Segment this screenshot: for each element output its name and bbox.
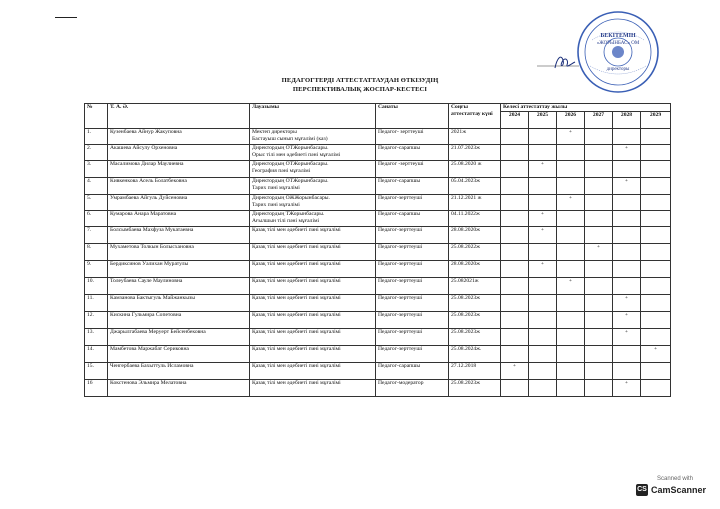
header-next-attestation: Келесі аттестаттау жылы	[501, 104, 671, 112]
cell-num: 5.	[85, 195, 108, 211]
cell-name: Мамбетова Маржабат Сериковна	[108, 346, 250, 363]
cell-last-date: 28.08.2020ж	[449, 227, 501, 244]
cell-year-mark	[641, 244, 671, 261]
cell-year-mark	[585, 346, 613, 363]
cell-year-mark	[529, 346, 557, 363]
cell-year-mark	[501, 161, 529, 178]
page-title-line1: ПЕДАГОГТЕРДІ АТТЕСТАТТАУДАН ӨТКІЗУДІҢ	[281, 77, 439, 84]
cell-num: 8.	[85, 244, 108, 261]
cell-num: 16	[85, 380, 108, 397]
director-signature	[535, 50, 595, 72]
cell-year-mark	[557, 178, 585, 195]
cell-name: Кивкенкова Асель Болатбековна	[108, 178, 250, 195]
cell-name: Кумарова Анара Маратовна	[108, 211, 250, 227]
cell-last-date: 25.082021ж	[449, 278, 501, 295]
cell-position: Директордың ОТЖорынбасары. География пәні мұғалімі	[250, 161, 376, 178]
cell-year-mark	[557, 329, 585, 346]
cell-year-mark: +	[613, 178, 641, 195]
cell-last-date: 04.11.2022ж	[449, 211, 501, 227]
cell-year-mark	[529, 178, 557, 195]
cell-year-mark: +	[557, 195, 585, 211]
cell-name: Камзанова Бактыгуль Майжанкызы	[108, 295, 250, 312]
cell-category: Педагог-сарапшы	[376, 145, 449, 161]
cell-year-mark: +	[557, 129, 585, 145]
page-title-line2: ПЕРСПЕКТИВАЛЫҚ ЖОСПАР-КЕСТЕСІ	[292, 86, 428, 93]
cell-year-mark	[557, 211, 585, 227]
cell-year-mark	[501, 145, 529, 161]
cell-year-mark	[641, 312, 671, 329]
cell-year-mark	[585, 129, 613, 145]
cell-year-mark: +	[613, 295, 641, 312]
cell-year-mark	[585, 278, 613, 295]
cell-position: Мектеп директоры Бастауыш сынып мұғалімі (каз)	[250, 129, 376, 145]
cell-year-mark	[529, 295, 557, 312]
table-row	[85, 363, 671, 380]
table-row	[85, 129, 671, 145]
cell-category: Педагог-сарапшы	[376, 211, 449, 227]
cell-name: Бердиксинов Уалихан Муратулы	[108, 261, 250, 278]
cell-year-mark	[501, 380, 529, 397]
top-dash-mark	[55, 17, 77, 18]
camscanner-logo-icon: CS	[636, 484, 648, 496]
cell-last-date: 05.04.2023ж	[449, 178, 501, 195]
cell-category: Педагог-зерттеуші	[376, 312, 449, 329]
table-row	[85, 380, 671, 397]
cell-position: Директордың ОТЖорынбасары. Орыс тілі мен әдебиеті пәні мұғалімі	[250, 145, 376, 161]
cell-year-mark	[613, 346, 641, 363]
cell-year-mark: +	[641, 346, 671, 363]
table-row	[85, 178, 671, 195]
year-header: 2029	[641, 112, 671, 129]
cell-year-mark	[641, 161, 671, 178]
cell-num: 1.	[85, 129, 108, 145]
cell-position: Қазақ тілі мен әдебиеті пәні мұғалімі	[250, 312, 376, 329]
cell-name: Джарылгабаева Меруерт Бейсенбековна	[108, 329, 250, 346]
cell-year-mark	[585, 295, 613, 312]
cell-last-date: 28.08.2020ж	[449, 261, 501, 278]
cell-year-mark	[529, 329, 557, 346]
cell-year-mark	[501, 244, 529, 261]
cell-last-date: 21.12.2021 ж	[449, 195, 501, 211]
cell-year-mark	[613, 195, 641, 211]
cell-year-mark: +	[529, 227, 557, 244]
cell-position: Қазақ тілі мен әдебиеті пәні мұғалімі	[250, 227, 376, 244]
cell-last-date: 25.08.2023ж	[449, 380, 501, 397]
cell-year-mark	[501, 278, 529, 295]
cell-year-mark	[613, 129, 641, 145]
cell-year-mark	[641, 261, 671, 278]
cell-year-mark	[529, 312, 557, 329]
cell-year-mark	[613, 278, 641, 295]
cell-name: Мухаметова Толкын Болысхановна	[108, 244, 250, 261]
table-row	[85, 227, 671, 244]
year-header: 2024	[501, 112, 529, 129]
cell-num: 11.	[85, 295, 108, 312]
cell-year-mark	[585, 380, 613, 397]
cell-num: 2.	[85, 145, 108, 161]
cell-last-date: 25.08.2023ж	[449, 312, 501, 329]
cell-year-mark	[641, 295, 671, 312]
year-header: 2027	[585, 112, 613, 129]
cell-position: Қазақ тілі мен әдебиеті пәні мұғалімі	[250, 329, 376, 346]
cell-last-date: 27.12.2018	[449, 363, 501, 380]
cell-category: Педагог-зерттеуші	[376, 295, 449, 312]
cell-year-mark	[585, 227, 613, 244]
cell-year-mark	[557, 380, 585, 397]
cell-position: Директордың ОЖЖорынбасары. Тарих пәні мұғалімі	[250, 195, 376, 211]
cell-position: Қазақ тілі мен әдебиеті пәні мұғалімі	[250, 346, 376, 363]
cell-year-mark	[557, 363, 585, 380]
year-header: 2028	[613, 112, 641, 129]
cell-name: Болсымбаева Махфуза Мукатаевна	[108, 227, 250, 244]
table-row	[85, 295, 671, 312]
cell-year-mark	[641, 129, 671, 145]
cell-name: Ченгербаева Бахыттуль Исламовна	[108, 363, 250, 380]
cell-position: Директордың ТЖорынбасары. Ағылшын тілі пәні мұғалімі	[250, 211, 376, 227]
cell-year-mark: +	[557, 278, 585, 295]
cell-year-mark	[557, 346, 585, 363]
cell-year-mark	[557, 161, 585, 178]
table-row	[85, 161, 671, 178]
cell-year-mark	[641, 211, 671, 227]
cell-year-mark: +	[529, 261, 557, 278]
cell-category: Педагог-зерттеуші	[376, 278, 449, 295]
cell-year-mark	[501, 329, 529, 346]
table-row	[85, 261, 671, 278]
cell-year-mark	[529, 380, 557, 397]
cell-year-mark: +	[529, 211, 557, 227]
cell-num: 9.	[85, 261, 108, 278]
cell-year-mark	[613, 211, 641, 227]
stamp-text-school: «ЖОРЫНБАС» ОМ	[596, 41, 640, 46]
cell-position: Қазақ тілі мен әдебиеті пәні мұғалімі	[250, 363, 376, 380]
cell-year-mark	[501, 178, 529, 195]
cell-year-mark	[641, 195, 671, 211]
cell-name: Акашева Айсулу Орхеновна	[108, 145, 250, 161]
cell-last-date: 25.08.2023ж	[449, 329, 501, 346]
cell-year-mark	[613, 363, 641, 380]
cell-num: 4.	[85, 178, 108, 195]
year-header: 2025	[529, 112, 557, 129]
cell-year-mark	[613, 161, 641, 178]
cell-name: Масалимова Дилар Маулиевна	[108, 161, 250, 178]
cell-year-mark	[585, 178, 613, 195]
cell-year-mark	[501, 346, 529, 363]
table-row	[85, 244, 671, 261]
cell-category: Педагог-сарапшы	[376, 363, 449, 380]
cell-year-mark	[529, 145, 557, 161]
cell-year-mark	[641, 380, 671, 397]
cell-name: Кузенбаева Айнур Жакуповна	[108, 129, 250, 145]
cell-year-mark	[641, 227, 671, 244]
stamp-text-approve: БЕКІТЕМІН	[600, 33, 636, 39]
header-last-attestation: Соңғы аттестаттау күні	[449, 104, 501, 129]
cell-num: 7.	[85, 227, 108, 244]
cell-year-mark	[557, 145, 585, 161]
cell-num: 10.	[85, 278, 108, 295]
cell-year-mark	[557, 227, 585, 244]
cell-year-mark	[501, 295, 529, 312]
camscanner-name: CamScanner	[651, 485, 707, 495]
cell-last-date: 25.08.2020 ж	[449, 161, 501, 178]
cell-last-date: 25.08.2022ж	[449, 244, 501, 261]
cell-category: Педагог-зерттеуші	[376, 227, 449, 244]
cell-position: Қазақ тілі мен әдебиеті пәні мұғалімі	[250, 278, 376, 295]
cell-num: 3.	[85, 161, 108, 178]
cell-position: Директордың ОТЖорынбасары. Тарих пәні мұғалімі	[250, 178, 376, 195]
cell-last-date: 25.08.2023ж	[449, 295, 501, 312]
cell-year-mark	[641, 145, 671, 161]
cell-year-mark	[641, 178, 671, 195]
table-row	[85, 312, 671, 329]
header-position: Лауазымы	[250, 104, 376, 129]
cell-year-mark	[501, 195, 529, 211]
cell-year-mark: +	[529, 161, 557, 178]
header-name: Т. А. Ә.	[108, 104, 250, 129]
cell-position: Қазақ тілі мен әдебиеті пәні мұғалімі	[250, 261, 376, 278]
table-row	[85, 346, 671, 363]
cell-year-mark	[585, 211, 613, 227]
cell-category: Педагог- зерттеуші	[376, 129, 449, 145]
stamp-text-director: директоры	[606, 67, 630, 72]
scanned-with-label: Scanned with	[656, 476, 694, 482]
table-row	[85, 195, 671, 211]
cell-year-mark: +	[613, 145, 641, 161]
cell-year-mark	[501, 129, 529, 145]
table-row	[85, 329, 671, 346]
attestation-plan-table	[84, 103, 671, 397]
cell-year-mark: +	[613, 312, 641, 329]
cell-year-mark	[557, 244, 585, 261]
cell-year-mark	[501, 312, 529, 329]
cell-category: Педагог-зерттеуші	[376, 261, 449, 278]
cell-year-mark	[641, 363, 671, 380]
cell-year-mark	[613, 244, 641, 261]
header-category: Санаты	[376, 104, 449, 129]
cell-year-mark	[585, 363, 613, 380]
cell-year-mark	[585, 195, 613, 211]
cell-year-mark: +	[501, 363, 529, 380]
table-body	[85, 129, 671, 397]
cell-year-mark	[501, 211, 529, 227]
cell-category: Педагог-модератор	[376, 380, 449, 397]
cell-num: 14.	[85, 346, 108, 363]
cell-num: 15.	[85, 363, 108, 380]
cell-year-mark	[585, 329, 613, 346]
cell-name: Умрамбаева Айгуль Дуйсеновна	[108, 195, 250, 211]
cell-year-mark	[613, 227, 641, 244]
cell-year-mark: +	[613, 329, 641, 346]
cell-last-date: 25.08.2024ж.	[449, 346, 501, 363]
cell-year-mark	[529, 195, 557, 211]
cell-position: Қазақ тілі мен әдебиеті пәні мұғалімі	[250, 244, 376, 261]
cell-last-date: 21.07.2023ж	[449, 145, 501, 161]
table-row	[85, 211, 671, 227]
cell-category: Педагог-зерттеуші	[376, 244, 449, 261]
year-header: 2026	[557, 112, 585, 129]
cell-year-mark: +	[585, 244, 613, 261]
cell-position: Қазақ тілі мен әдебиеті пәні мұғалімі	[250, 295, 376, 312]
cell-year-mark	[585, 161, 613, 178]
table-row	[85, 278, 671, 295]
cell-position: Қазақ тілі мен әдебиеті пәні мұғалімі	[250, 380, 376, 397]
cell-year-mark	[613, 261, 641, 278]
cell-name: Кискина Гульмира Сопетовна	[108, 312, 250, 329]
cell-year-mark	[557, 295, 585, 312]
cell-category: Педагог -зерттеуші	[376, 161, 449, 178]
cell-num: 6.	[85, 211, 108, 227]
cell-year-mark	[529, 278, 557, 295]
cell-year-mark: +	[613, 380, 641, 397]
table-row	[85, 145, 671, 161]
cell-last-date: 2021ж	[449, 129, 501, 145]
cell-num: 12.	[85, 312, 108, 329]
cell-category: Педагог-зерттеуші	[376, 329, 449, 346]
cell-year-mark	[501, 261, 529, 278]
cell-year-mark	[585, 145, 613, 161]
cell-year-mark	[557, 261, 585, 278]
cell-year-mark	[529, 129, 557, 145]
cell-year-mark	[641, 329, 671, 346]
cell-year-mark	[529, 244, 557, 261]
cell-category: Педагог-сарапшы	[376, 178, 449, 195]
cell-name: Кокстенова Эльмира Мелатовна	[108, 380, 250, 397]
cell-num: 13.	[85, 329, 108, 346]
cell-year-mark	[529, 363, 557, 380]
cell-category: Педагог-зерттеуші	[376, 346, 449, 363]
cell-year-mark	[585, 261, 613, 278]
header-num: №	[85, 104, 108, 129]
camscanner-watermark	[636, 476, 714, 496]
cell-year-mark	[641, 278, 671, 295]
cell-name: Толеубаева Сауле Маулиновна	[108, 278, 250, 295]
cell-category: Педагог-зерттеуші	[376, 195, 449, 211]
cell-year-mark	[501, 227, 529, 244]
cell-year-mark	[585, 312, 613, 329]
cell-year-mark	[557, 312, 585, 329]
